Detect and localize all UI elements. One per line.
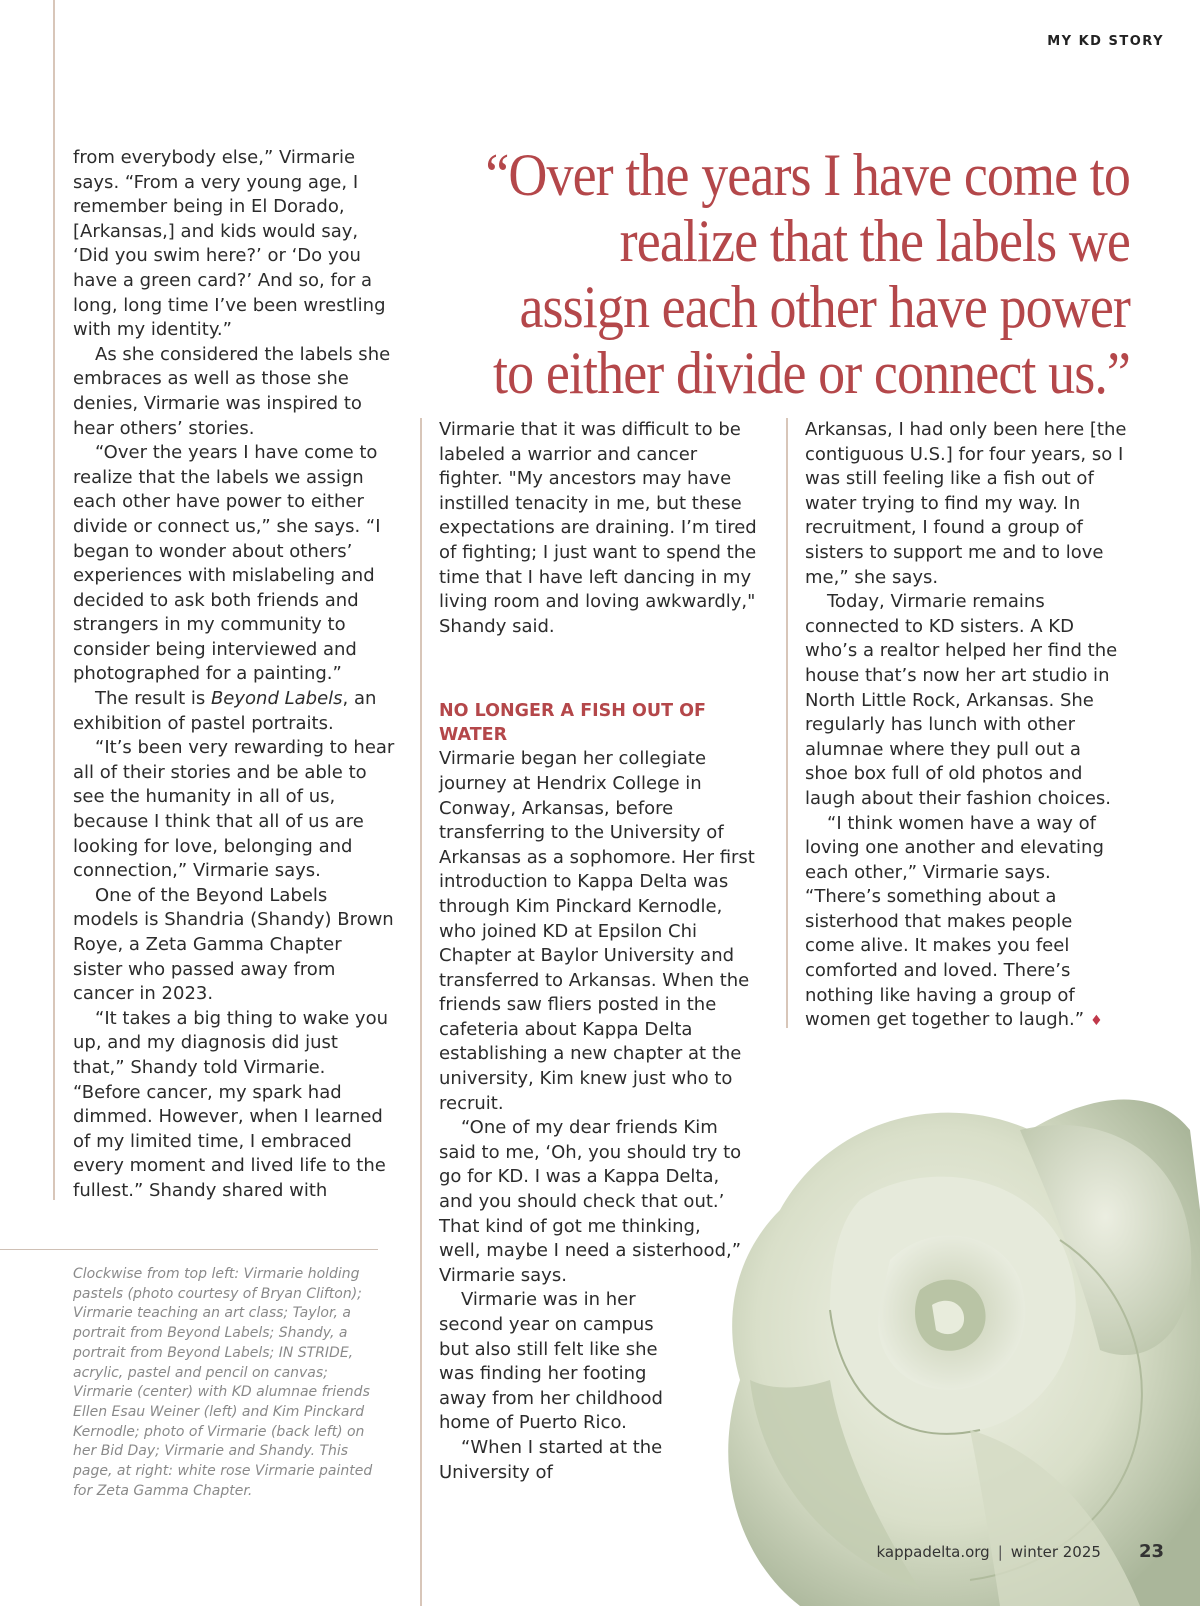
paragraph: [805, 812, 1127, 1034]
paragraph: As she considered the labels she embraces as well as those she denies, Virmarie was inspired to hear others’ stories.: [73, 343, 391, 439]
white-rose-painting-icon: [720, 1090, 1200, 1606]
paragraph: “It takes a big thing to wake you up, and my diagnosis did just that,” Shandy told Virmarie. “Before cancer, my spark had dimmed. However, when I learned of my limited time, I embraced every moment and lived life to the fullest.” Shandy shared with: [73, 1007, 389, 1201]
paragraph: Virmarie that it was difficult to be labeled a warrior and cancer fighter. "My ancestors may have instilled tenacity in me, but these expectations are draining. I’m tired of fighting; I just want to spend the time that I have left dancing in my living room and loving awkwardly," Shandy said.: [439, 419, 757, 637]
footer-site: kappadelta.org: [876, 1543, 990, 1561]
footer-separator: |: [997, 1543, 1003, 1561]
column-rule-1: [420, 418, 422, 1606]
article-column-2: [439, 418, 761, 1485]
column-rule-2: [786, 418, 788, 1028]
end-mark-icon: ♦: [1090, 1013, 1103, 1030]
paragraph: Virmarie was in her second year on campus but also still felt like she was finding her footing away from her childhood home of Puerto Rico.: [439, 1289, 663, 1434]
paragraph: “It’s been very rewarding to hear all of their stories and be able to see the humanity in all of us, because I think that all of us are looking for love, belonging and connection,” Virmarie says.: [73, 737, 395, 882]
text-run: The result is: [95, 688, 211, 710]
photo-caption: Clockwise from top left: Virmarie holding pastels (photo courtesy of Bryan Clifton); Virmarie teaching an art class; Taylor, a portrait from Beyond Labels; Shandy, a portrait from Beyond Labels; IN STRIDE, acrylic, pastel and pencil on canvas; Virmarie (center) with KD alumnae friends Ellen Esau Weiner (left) and Kim Pinckard Kernodle; photo of Virmarie (back left) on her Bid Day; Virmarie and Shandy. This page, at right: white rose Virmarie painted for Zeta Gamma Chapter.: [73, 1266, 373, 1499]
footer-issue: winter 2025: [1010, 1543, 1101, 1561]
paragraph: “When I started at the University of: [439, 1436, 663, 1483]
paragraph: from everybody else,” Virmarie says. “From a very young age, I remember being in El Dorado, [Arkansas,] and kids would say, ‘Did you swim here?’ or ‘Do you have a green card?’ And so, for a long, long time I’ve been wrestling with my identity.”: [73, 147, 386, 341]
paragraph: Arkansas, I had only been here [the contiguous U.S.] for four years, so I was still feeling like a fish out of water trying to find my way. In recruitment, I found a group of sisters to support me and to love me,” she says.: [805, 419, 1127, 588]
section-label: MY KD STORY: [1047, 34, 1164, 49]
caption-divider: [0, 1249, 378, 1250]
paragraph: “One of my dear friends Kim said to me, ‘Oh, you should try to go for KD. I was a Kappa Delta, and you should check that out.’ That kind of got me thinking, well, maybe I need a sisterhood,” Virmarie says.: [439, 1117, 742, 1286]
text-run: , an exhibition of pastel portraits.: [73, 688, 377, 734]
text-run: “I think women have a way of loving one another and elevating each other,” Virmarie says. “There’s something about a sisterhood that makes people come alive. It makes you feel comforted and loved. There’s nothing like having a group of women get together to laugh.”: [805, 812, 1104, 1031]
left-margin-rule: [53, 0, 55, 1200]
section-subhead: NO LONGER A FISH OUT OF WATER: [439, 701, 706, 746]
paragraph: One of the Beyond Labels models is Shandria (Shandy) Brown Roye, a Zeta Gamma Chapter sister who passed away from cancer in 2023.: [73, 884, 394, 1005]
pull-quote: “Over the years I have come to realize that the labels we assign each other have power to either divide or connect us.”: [485, 142, 1131, 406]
page-number: 23: [1138, 1541, 1164, 1562]
page-footer: [876, 1541, 1164, 1562]
paragraph: Virmarie began her collegiate journey at Hendrix College in Conway, Arkansas, before transferring to the University of Arkansas as a sophomore. Her first introduction to Kappa Delta was through Kim Pinckard Kernodle, who joined KD at Epsilon Chi Chapter at Baylor University and transferred to Arkansas. When the friends saw fliers posted in the cafeteria about Kappa Delta establishing a new chapter at the university, Kim knew just who to recruit.: [439, 748, 755, 1114]
paragraph: Today, Virmarie remains connected to KD sisters. A KD who’s a realtor helped her find the house that’s now her art studio in North Little Rock, Arkansas. She regularly has lunch with other alumnae where they pull out a shoe box full of old photos and laugh about their fashion choices.: [805, 591, 1118, 809]
paragraph: [73, 687, 395, 736]
article-column-1: [73, 146, 395, 1204]
article-column-3: [805, 418, 1127, 1034]
exhibition-title: Beyond Labels: [210, 688, 343, 710]
paragraph: “Over the years I have come to realize that the labels we assign each other have power to either divide or connect us,” she says. “I began to wonder about others’ experiences with mislabeling and decided to ask both friends and strangers in my community to consider being interviewed and photographed for a painting.”: [73, 442, 381, 685]
